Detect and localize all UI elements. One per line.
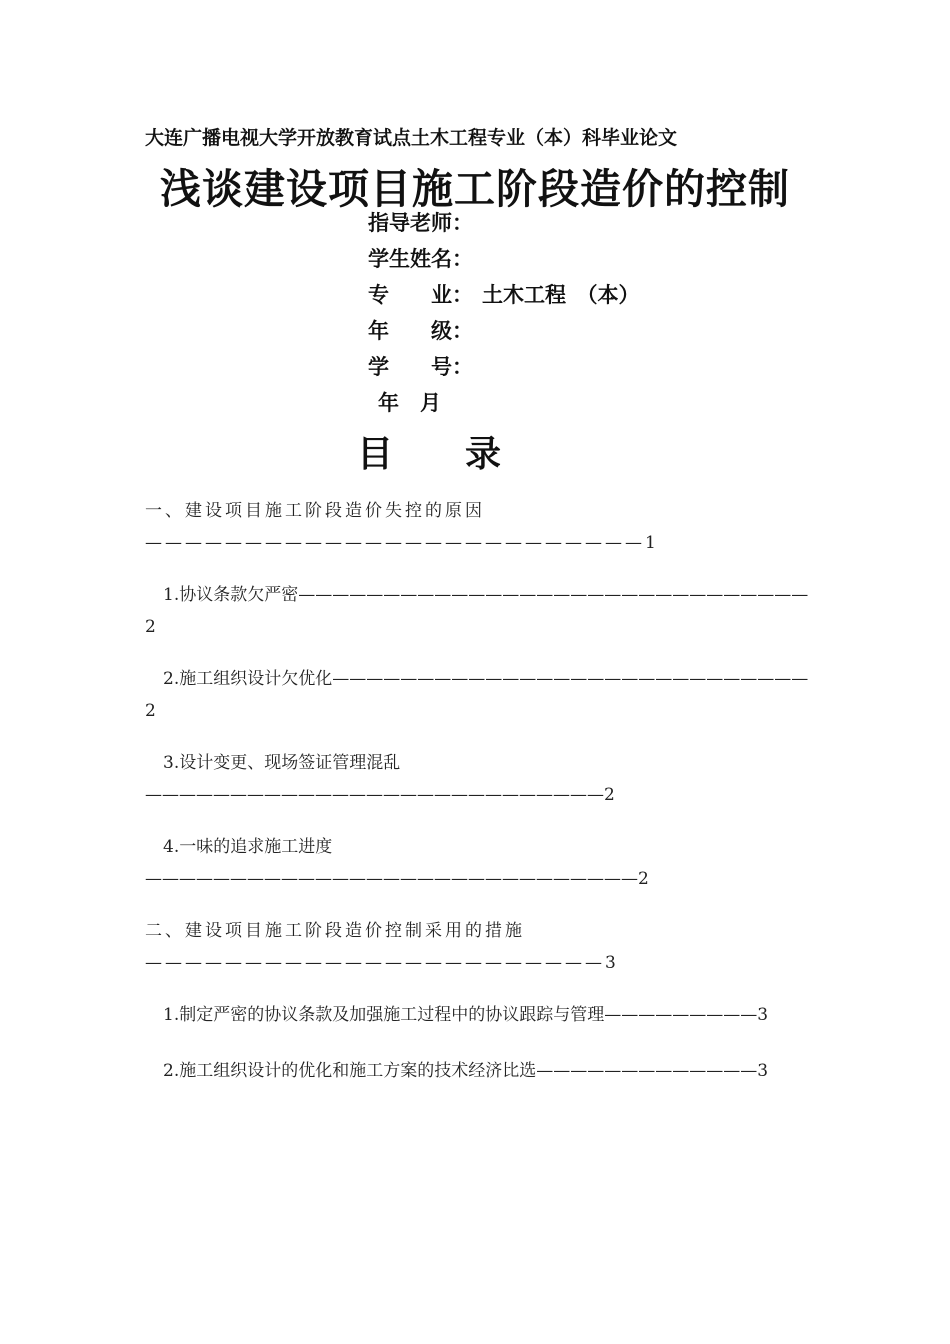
student-name-label: 学生姓名： [368,247,473,271]
table-of-contents [145,495,810,1087]
student-id-label: 学 号： [368,355,473,379]
student-name-row [368,241,640,277]
major-label: 专 业： [368,283,473,307]
toc-entry: 1.协议条款欠严密——————————————————————————————2 [145,585,809,637]
thesis-header: 大连广播电视大学开放教育试点土木工程专业（本）科毕业论文 [145,127,678,149]
grade-label: 年 级： [368,319,473,343]
thesis-title: 浅谈建设项目施工阶段造价的控制 [160,165,790,213]
toc-heading: 目 录 [357,433,502,475]
date-line: 年 月 [378,391,441,415]
toc-entry: 3.设计变更、现场签证管理混乱———————————————————————————2 [145,753,615,805]
toc-entry: 一、建设项目施工阶段造价失控的原因—————————————————————————1 [145,501,659,553]
major-row [368,277,640,313]
student-id-row [368,349,640,385]
toc-entry: 1.制定严密的协议条款及加强施工过程中的协议跟踪与管理—————————3 [163,1005,769,1025]
grade-row [368,313,640,349]
toc-entry: 4.一味的追求施工进度—————————————————————————————2 [145,837,649,889]
toc-entry: 2.施工组织设计的优化和施工方案的技术经济比选—————————————3 [163,1061,769,1081]
advisor-row [368,205,640,241]
major-value: 土木工程 （本） [482,283,640,307]
toc-entry: 2.施工组织设计欠优化————————————————————————————2 [145,669,809,721]
student-info-block [368,205,640,421]
toc-entry: 二、建设项目施工阶段造价控制采用的措施———————————————————————3 [145,921,619,973]
advisor-label: 指导老师： [368,211,473,235]
